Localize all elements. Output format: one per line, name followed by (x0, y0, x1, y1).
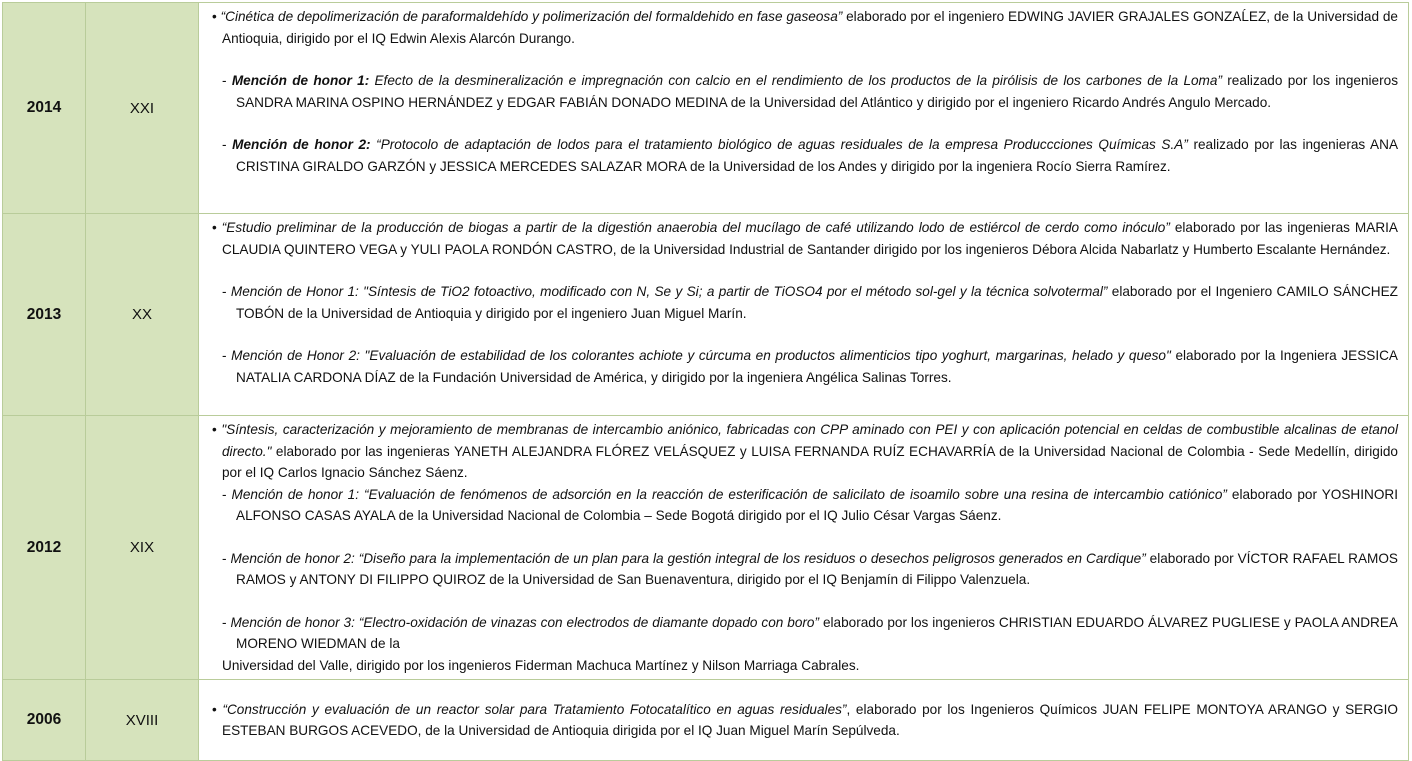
honor-mention-entry: - Mención de Honor 1: "Síntesis de TiO2 fotoactivo, modificado con N, Se y Si; a partir de TiOSO4 por el método sol-gel y la técnica solvotermal” elaborado por el Ingeniero CAMILO SÁNCHEZ TOBÓN de la Universidad de Antioquia y dirigido por el ingeniero Juan Miguel Marín. (222, 284, 1398, 321)
awards-table (2, 2, 1409, 761)
entry-details: Universidad del Valle, dirigido por los ingenieros Fiderman Machuca Martínez y Nilson Marriaga Cabrales. (222, 657, 860, 673)
description-cell (199, 214, 1409, 416)
work-title: Mención de Honor 1: "Síntesis de TiO2 fotoactivo, modificado con N, Se y Si; a partir de TiOSO4 por el método sol-gel y la técnica solvotermal” (230, 284, 1108, 299)
honor-mention-entry: - Mención de honor 1: Efecto de la desmineralización e impregnación con calcio en el rendimiento de los productos de la pirólisis de los carbones de la Loma” realizado por los ingenieros SANDRA MARINA OSPINO HERNÁNDEZ y EDGAR FABIÁN DONADO MEDINA de la Universidad del Atlántico y dirigido por el ingeniero Ricardo Andrés Angulo Mercado. (222, 73, 1398, 110)
table-row (3, 416, 1409, 680)
table-row (3, 214, 1409, 416)
work-title: “Estudio preliminar de la producción de biogas a partir de la digestión anaerobia del mucílago de café utilizando lodo de estiércol de cerdo como inóculo” (221, 220, 1170, 235)
entry-details: elaborado por las ingenieras YANETH ALEJANDRA FLÓREZ VELÁSQUEZ y LUISA FERNANDA RUÍZ ECHAVARRÍA de la Universidad Nacional de Colombia - Sede Medellín, dirigido por el IQ Carlos Ignacio Sánchez Sáenz. (222, 443, 1398, 480)
work-title: "Síntesis, caracterización y mejoramiento de membranas de intercambio aniónico, fabricadas con CPP aminado con PEI y con aplicación potencial en celdas de combustible alcalinas de etanol directo." (221, 422, 1398, 459)
work-title: “Construcción y evaluación de un reactor solar para Tratamiento Fotocatalítico en aguas residuales” (222, 701, 847, 717)
honor-mention-entry: - Mención de honor 1: “Evaluación de fenómenos de adsorción en la reacción de esterificación de salicilato de isoamilo sobre una resina de intercambio catiónico” elaborado por YOSHINORI ALFONSO CASAS AYALA de la Universidad Nacional de Colombia – Sede Bogotá dirigido por el IQ Julio César Vargas Sáenz. (222, 486, 1398, 523)
description-cell (199, 3, 1409, 214)
entry-continuation (212, 655, 1398, 677)
edition-cell: XXI (86, 3, 199, 214)
entry-details: elaborado por el Ingeniero CAMILO SÁNCHEZ TOBÓN de la Universidad de Antioquia y dirigido por el ingeniero Juan Miguel Marín. (236, 284, 1398, 321)
year-cell: 2012 (3, 416, 86, 680)
table-row (3, 680, 1409, 761)
work-title: Mención de honor 3: “Electro-oxidación de vinazas con electrodos de diamante dopado con boro” (230, 614, 819, 630)
entry-details: elaborado por YOSHINORI ALFONSO CASAS AYALA de la Universidad Nacional de Colombia – Sede Bogotá dirigido por el IQ Julio César Vargas Sáenz. (236, 486, 1398, 523)
entry-details: elaborado por el ingeniero EDWING JAVIER GRAJALES GONZAĹEZ, de la Universidad de Antioquia, dirigido por el IQ Edwin Alexis Alarcón Durango. (222, 9, 1398, 46)
entry-details: realizado por los ingenieros SANDRA MARINA OSPINO HERNÁNDEZ y EDGAR FABIÁN DONADO MEDINA de la Universidad del Atlántico y dirigido por el ingeniero Ricardo Andrés Angulo Mercado. (236, 73, 1398, 110)
edition-cell: XVIII (86, 680, 199, 761)
winner-entry: • “Construcción y evaluación de un reactor solar para Tratamiento Fotocatalítico en aguas residuales”, elaborado por los Ingenieros Químicos JUAN FELIPE MONTOYA ARANGO y SERGIO ESTEBAN BURGOS ACEVEDO, de la Universidad de Antioquia dirigida por el IQ Juan Miguel Marín Sepúlveda. (212, 701, 1398, 738)
edition-cell: XIX (86, 416, 199, 680)
work-title: Mención de honor 1: “Evaluación de fenómenos de adsorción en la reacción de esterificación de salicilato de isoamilo sobre una resina de intercambio catiónico” (231, 486, 1227, 502)
work-title: “Cinética de depolimerización de paraformaldehído y polimerización del formaldehido en fase gaseosa” (220, 9, 843, 24)
year-cell: 2006 (3, 680, 86, 761)
honor-mention-entry: - Mención de honor 2: “Diseño para la implementación de un plan para la gestión integral de los residuos o desechos peligrosos generados en Cardique” elaborado por VÍCTOR RAFAEL RAMOS RAMOS y ANTONY DI FILIPPO QUIROZ de la Universidad de San Buenaventura, dirigido por el IQ Benjamín di Filippo Valenzuela. (222, 550, 1398, 587)
year-cell: 2014 (3, 3, 86, 214)
honor-mention-entry: - Mención de honor 3: “Electro-oxidación de vinazas con electrodos de diamante dopado con boro” elaborado por los ingenieros CHRISTIAN EDUARDO ÁLVAREZ PUGLIESE y PAOLA ANDREA MORENO WIEDMAN de la (222, 614, 1398, 651)
entry-details: elaborado por VÍCTOR RAFAEL RAMOS RAMOS y ANTONY DI FILIPPO QUIROZ de la Universidad de San Buenaventura, dirigido por el IQ Benjamín di Filippo Valenzuela. (236, 550, 1398, 587)
entry-details: elaborado por los ingenieros CHRISTIAN EDUARDO ÁLVAREZ PUGLIESE y PAOLA ANDREA MORENO WIEDMAN de la (236, 614, 1398, 651)
work-title: “Protocolo de adaptación de lodos para el tratamiento biológico de aguas residuales de la empresa Produccciones Químicas S.A” (370, 137, 1188, 152)
winner-entry: • “Estudio preliminar de la producción de biogas a partir de la digestión anaerobia del mucílago de café utilizando lodo de estiércol de cerdo como inóculo” elaborado por las ingenieras MARIA CLAUDIA QUINTERO VEGA y YULI PAOLA RONDÓN CASTRO, de la Universidad Industrial de Santander dirigido por los ingenieros Débora Alcida Nabarlatz y Humberto Escalante Hernández. (212, 220, 1398, 257)
honor-label: Mención de honor 1: (231, 73, 370, 88)
description-cell (199, 416, 1409, 680)
edition-cell: XX (86, 214, 199, 416)
honor-mention-entry: - Mención de Honor 2: "Evaluación de estabilidad de los colorantes achiote y cúrcuma en productos alimenticios tipo yoghurt, margarinas, helado y queso" elaborado por la Ingeniera JESSICA NATALIA CARDONA DÍAZ de la Fundación Universidad de América, y dirigido por la ingeniera Angélica Salinas Torres. (222, 348, 1399, 385)
entry-details: , elaborado por los Ingenieros Químicos JUAN FELIPE MONTOYA ARANGO y SERGIO ESTEBAN BURGOS ACEVEDO, de la Universidad de Antioquia dirigida por el IQ Juan Miguel Marín Sepúlveda. (222, 701, 1398, 738)
honor-mention-entry: - Mención de honor 2: “Protocolo de adaptación de lodos para el tratamiento biológico de aguas residuales de la empresa Produccciones Químicas S.A” realizado por las ingenieras ANA CRISTINA GIRALDO GARZÓN y JESSICA MERCEDES SALAZAR MORA de la Universidad de los Andes y dirigido por la ingeniera Rocío Sierra Ramírez. (222, 137, 1399, 174)
table-row (3, 3, 1409, 214)
honor-label: Mención de honor 2: (232, 137, 371, 152)
entry-details: elaborado por las ingenieras MARIA CLAUDIA QUINTERO VEGA y YULI PAOLA RONDÓN CASTRO, de la Universidad Industrial de Santander dirigido por los ingenieros Débora Alcida Nabarlatz y Humberto Escalante Hernández. (222, 220, 1398, 257)
winner-entry: • "Síntesis, caracterización y mejoramiento de membranas de intercambio aniónico, fabricadas con CPP aminado con PEI y con aplicación potencial en celdas de combustible alcalinas de etanol directo." elaborado por las ingenieras YANETH ALEJANDRA FLÓREZ VELÁSQUEZ y LUISA FERNANDA RUÍZ ECHAVARRÍA de la Universidad Nacional de Colombia - Sede Medellín, dirigido por el IQ Carlos Ignacio Sánchez Sáenz. (212, 422, 1398, 480)
work-title: Mención de honor 2: “Diseño para la implementación de un plan para la gestión integral de los residuos o desechos peligrosos generados en Cardique” (230, 550, 1146, 566)
entry-details: elaborado por la Ingeniera JESSICA NATALIA CARDONA DÍAZ de la Fundación Universidad de América, y dirigido por la ingeniera Angélica Salinas Torres. (236, 348, 1399, 385)
entry-details: realizado por las ingenieras ANA CRISTINA GIRALDO GARZÓN y JESSICA MERCEDES SALAZAR MORA de la Universidad de los Andes y dirigido por la ingeniera Rocío Sierra Ramírez. (236, 137, 1399, 174)
work-title: Efecto de la desmineralización e impregnación con calcio en el rendimiento de los productos de la pirólisis de los carbones de la Loma” (369, 73, 1222, 88)
winner-entry: • “Cinética de depolimerización de paraformaldehído y polimerización del formaldehido en fase gaseosa” elaborado por el ingeniero EDWING JAVIER GRAJALES GONZAĹEZ, de la Universidad de Antioquia, dirigido por el IQ Edwin Alexis Alarcón Durango. (212, 9, 1398, 46)
year-cell: 2013 (3, 214, 86, 416)
work-title: Mención de Honor 2: "Evaluación de estabilidad de los colorantes achiote y cúrcuma en productos alimenticios tipo yoghurt, margarinas, helado y queso" (231, 348, 1171, 363)
description-cell (199, 680, 1409, 761)
